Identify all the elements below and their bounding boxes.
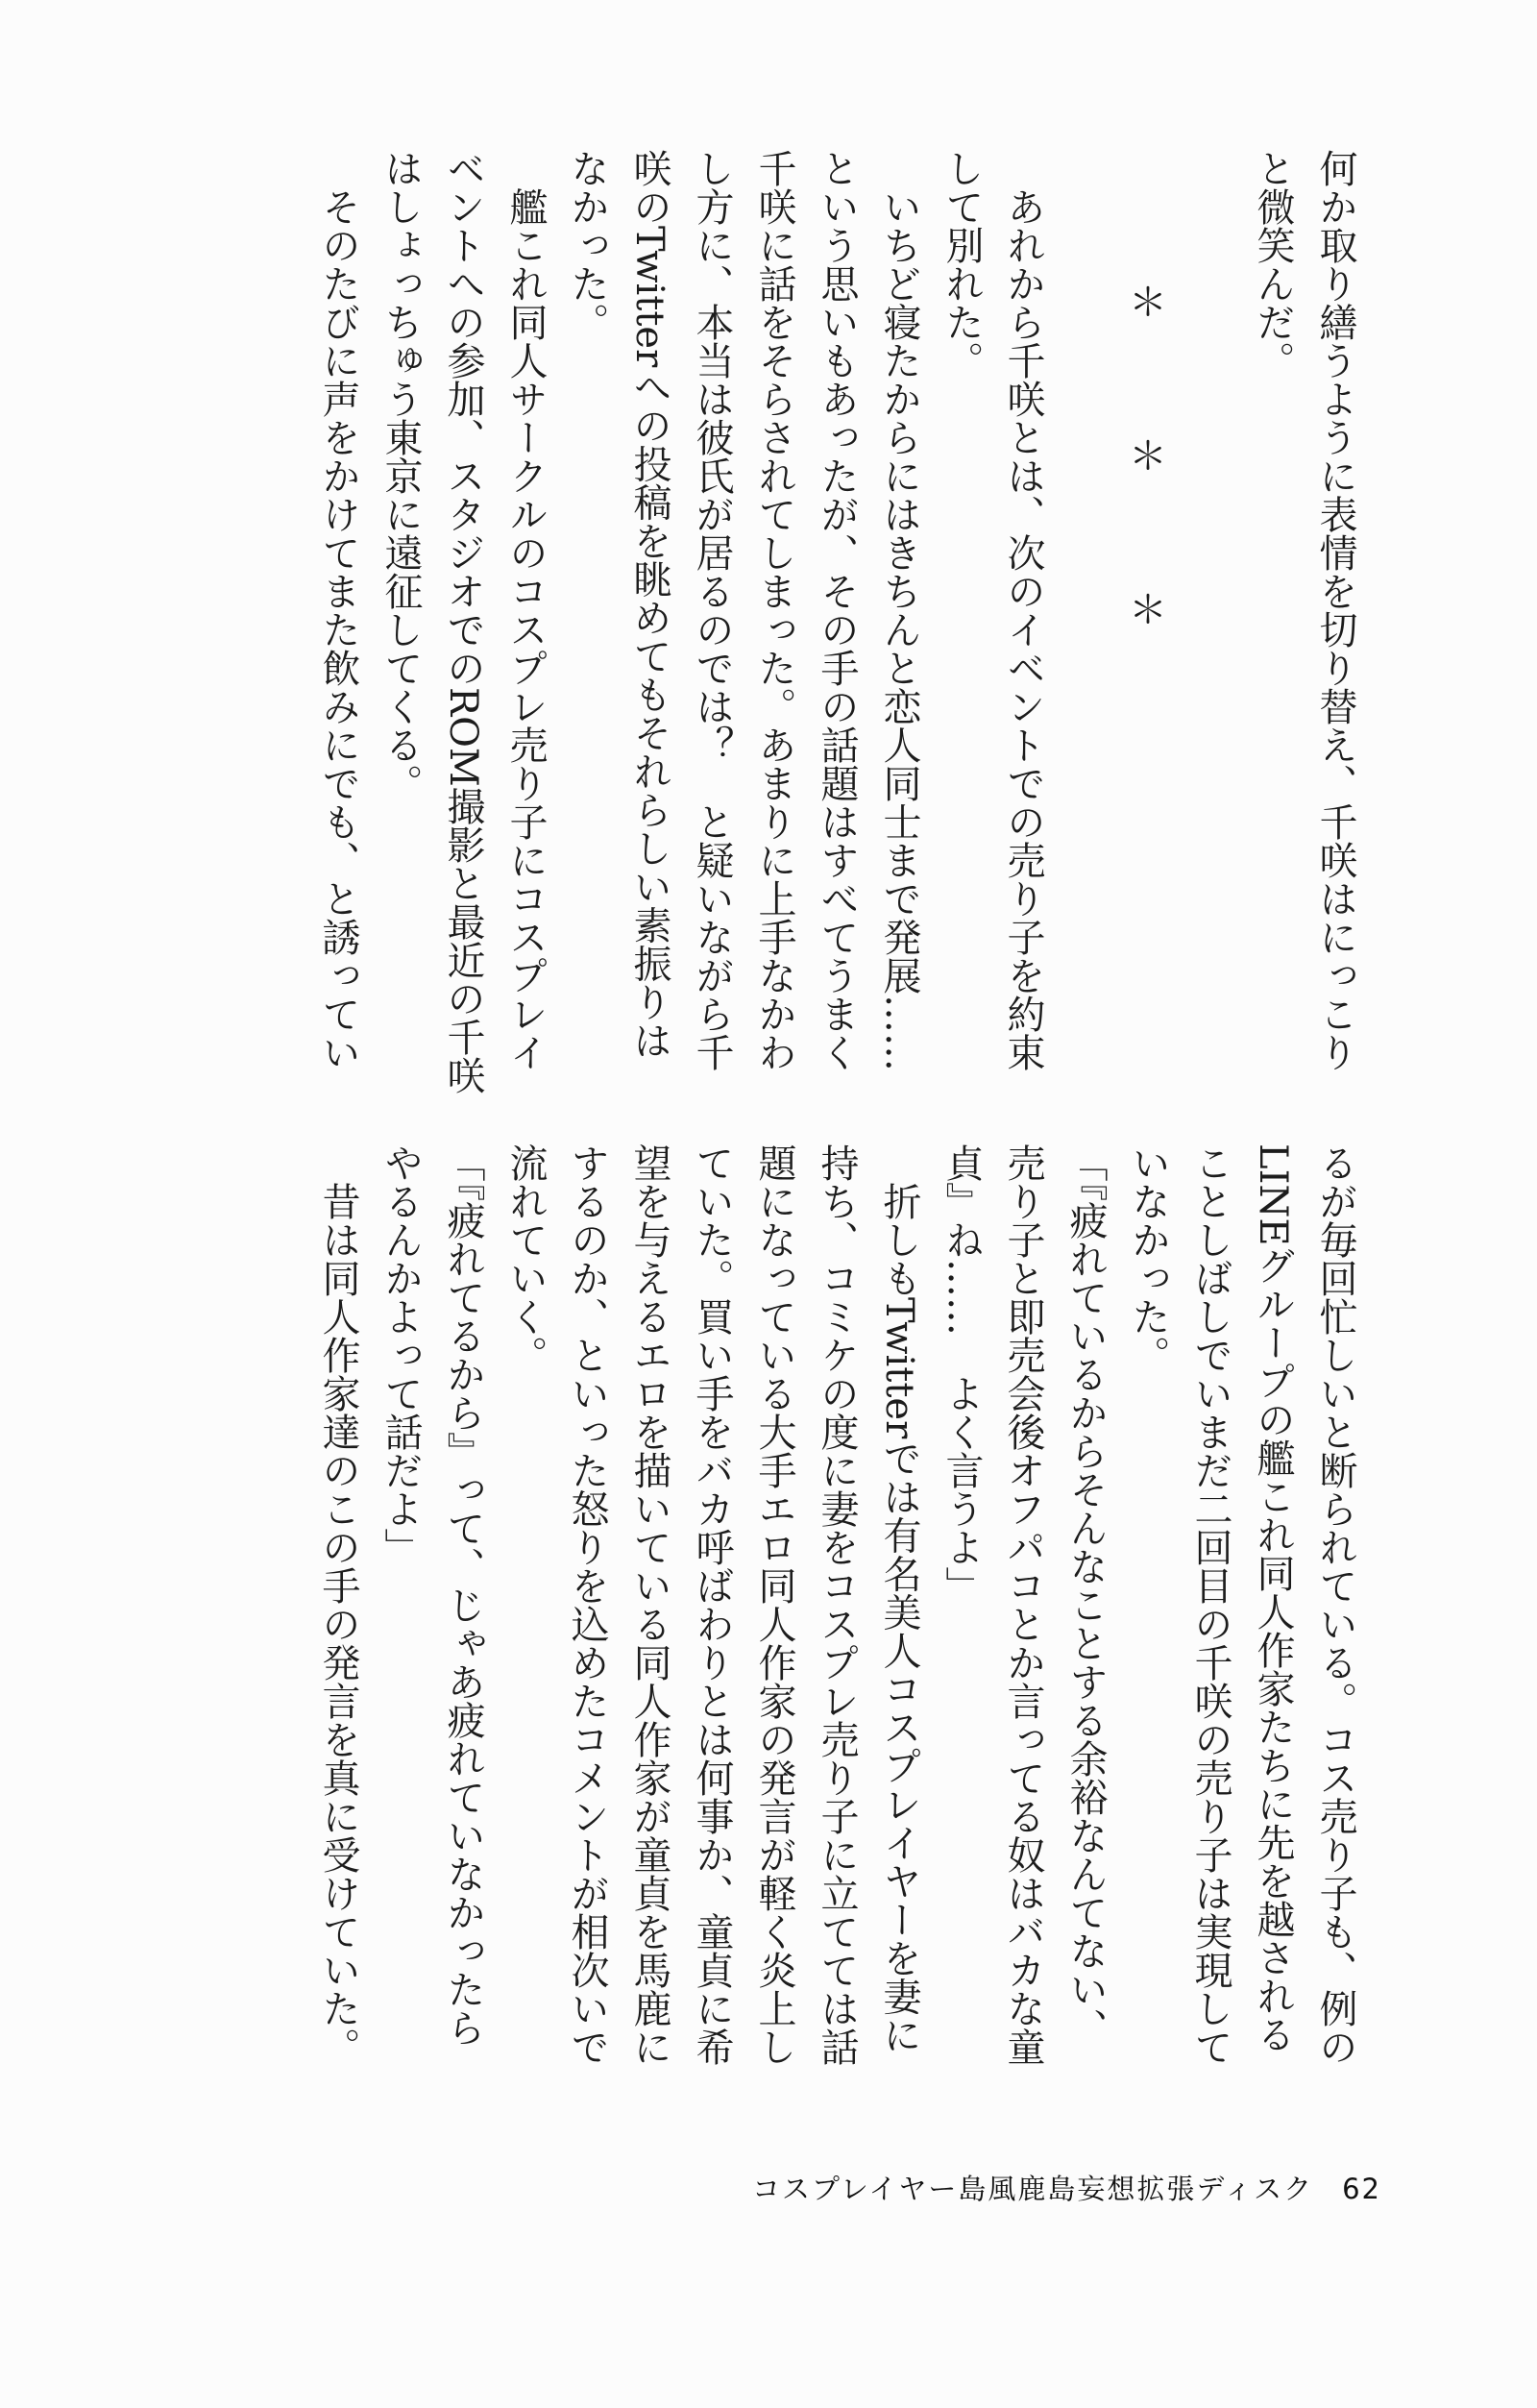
text-column: 艦これ同人サークルのコスプレ売り子にコスプレイ [503,187,548,1071]
text-column: 折しもTwitterでは有名美人コスプレイヤーを妻に [877,1182,921,2054]
text-column: はしょっちゅう東京に遠征してくる。 [378,149,423,802]
scene-break-separator [1127,149,1169,632]
lower-text-band [0,1143,1537,2074]
text-column: いなかった。 [1126,1143,1170,1374]
text-column: ことしばしでいまだ二回目の千咲の売り子は実現して [1188,1143,1232,2066]
page-number: 62 [1342,2173,1381,2205]
text-column: ベントへの参加、スタジオでのROM撮影と最近の千咲 [441,149,485,1094]
text-column: と微笑んだ。 [1251,149,1295,380]
text-column: ていた。買い手をバカ呼ばわりとは何事か、童貞に希 [690,1143,734,2066]
text-column: いちど寝たからにはきちんと恋人同士まで発展…… [877,187,921,1071]
text-column: 「『疲れているからそんなことする余裕なんてない、 [1063,1143,1108,2047]
text-column: 望を与えるエロを描いている同人作家が童貞を馬鹿に [627,1143,671,2066]
text-column: るが毎回忙しいと断られている。コス売り子も、例の [1313,1143,1357,2066]
text-column: 千咲に話をそらされてしまった。あまりに上手なかわ [752,149,796,1071]
text-column: 売り子と即売会後オフパコとか言ってる奴はバカな童 [1001,1143,1045,2066]
asterisk-glyph: ＊ [1129,281,1167,325]
text-column: 貞』ね…… よく言うよ」 [939,1143,984,1605]
text-column: 何か取り繕うように表情を切り替え、千咲はにっこり [1313,149,1357,1071]
page-footer [752,2168,1381,2207]
text-column: やるんかよって話だよ」 [378,1143,423,1566]
text-column: して別れた。 [939,149,984,380]
text-column: 持ち、コミケの度に妻をコスプレ売り子に立てては話 [815,1143,859,2066]
text-column: 「『疲れてるから』って、じゃあ疲れていなかったら [441,1143,485,2047]
text-column: し方に、本当は彼氏が居るのでは？ と疑いながら千 [690,149,734,1071]
text-column: という思いもあったが、その手の話題はすべてうまく [815,149,859,1071]
text-column: あれから千咲とは、次のイベントでの売り子を約束 [1001,187,1045,1071]
upper-text-band [0,149,1537,1094]
text-column: するのか、といった怒りを込めたコメントが相次いで [565,1143,609,2066]
text-column: LINEグループの艦これ同人作家たちに先を越される [1251,1143,1295,2053]
asterisk-glyph: ＊ [1129,434,1167,479]
text-column-blank [1064,149,1107,1079]
asterisk-glyph: ＊ [1129,588,1167,632]
text-column: 咲のTwitterへの投稿を眺めてもそれらしい素振りは [627,149,671,1060]
text-column-blank [1189,149,1232,1079]
text-column: 題になっている大手エロ同人作家の発言が軽く炎上し [752,1143,796,2066]
text-column: なかった。 [565,149,609,341]
running-title: コスプレイヤー島風鹿島妄想拡張ディスク [752,2173,1314,2205]
text-column: 昔は同人作家達のこの手の発言を真に受けていた。 [316,1182,360,2066]
text-column: 流れていく。 [503,1143,548,1374]
text-column: そのたびに声をかけてまた飲みにでも、と誘ってい [316,187,360,1071]
